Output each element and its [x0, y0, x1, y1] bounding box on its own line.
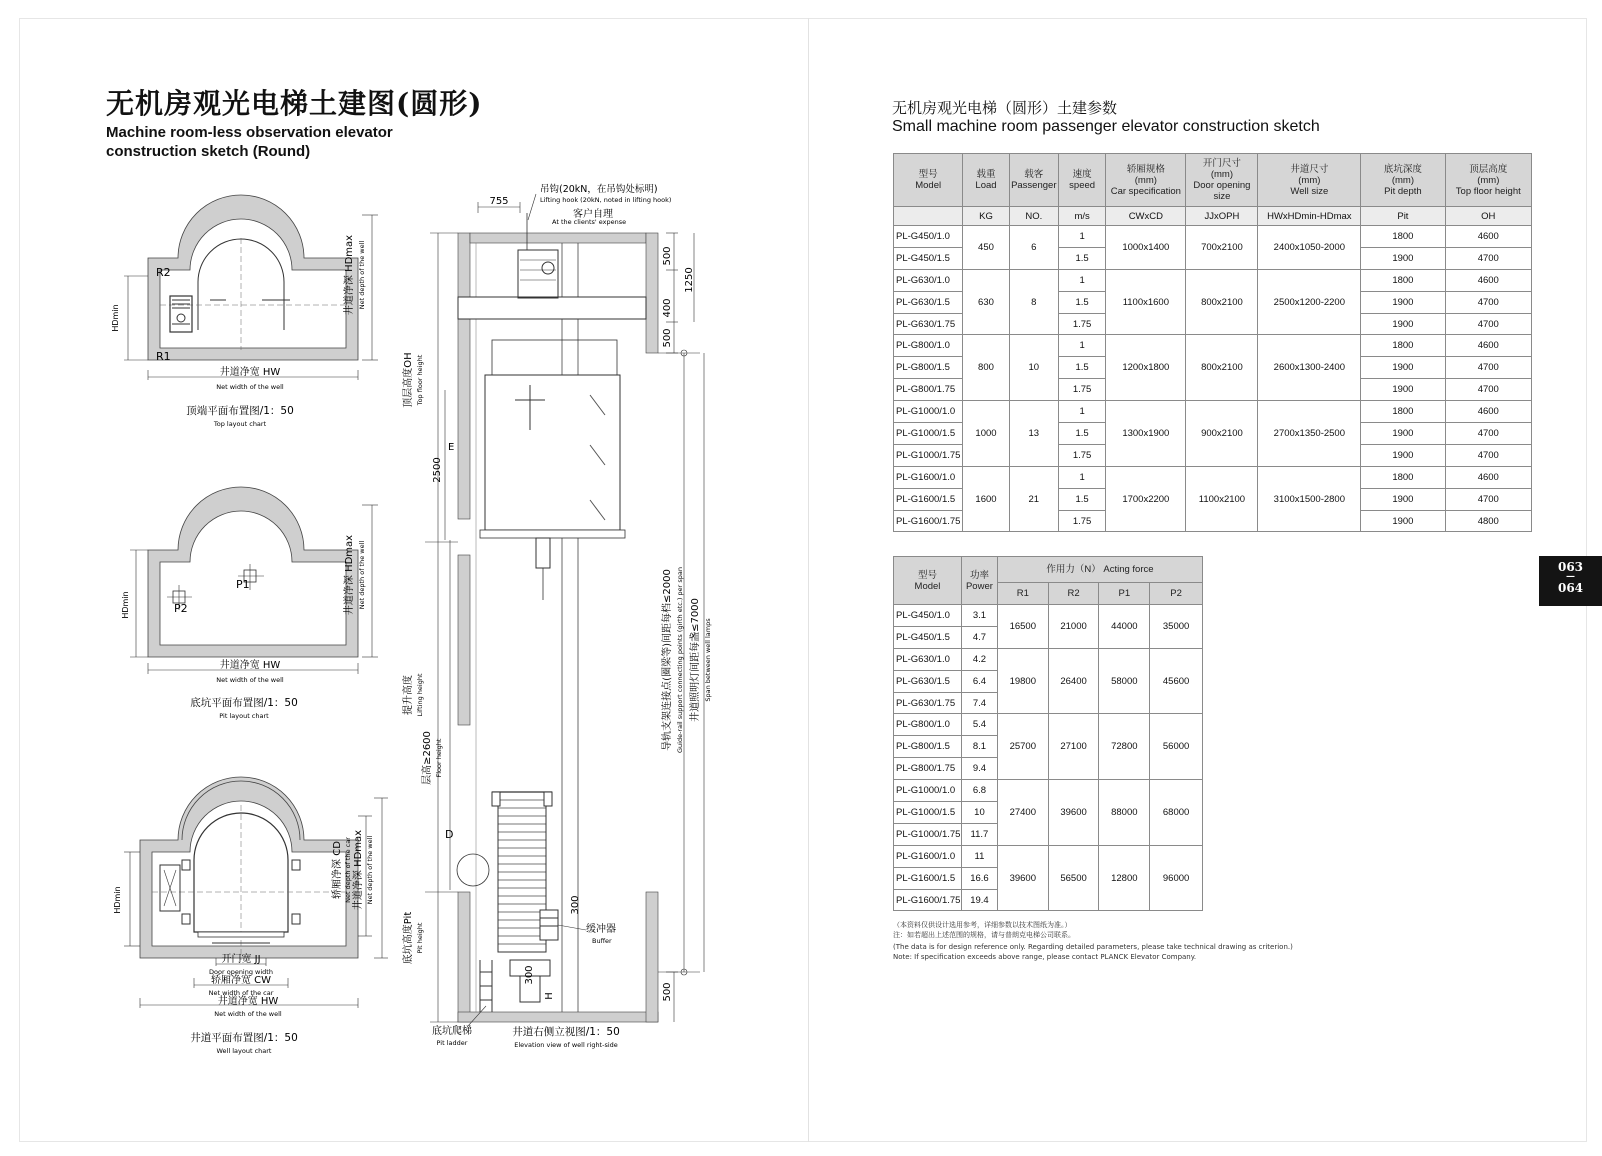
- spec-header-cn: 开门尺寸: [1202, 158, 1241, 169]
- spec-header-en: Load: [975, 180, 997, 191]
- label-hdmax-pit: 井道净深 HDmax: [344, 534, 355, 616]
- label-hw-well: 井道净宽 HW: [217, 996, 279, 1007]
- label-ladder: 底坑爬梯: [432, 1026, 472, 1037]
- top-floor-height-cell: 4600: [1445, 466, 1531, 488]
- well-size-cell: 2700x1350-2500: [1258, 401, 1361, 467]
- model-cell: PL-G1000/1.5: [894, 423, 963, 445]
- passenger-cell: 10: [1009, 335, 1058, 401]
- spec-header-unit: (mm): [1477, 174, 1500, 186]
- force-table-header: [894, 557, 1203, 605]
- caption-pit-layout: 底坑平面布置图/1：50: [190, 697, 298, 709]
- passenger-cell: 8: [1009, 269, 1058, 335]
- model-cell: PL-G1600/1.0: [894, 466, 963, 488]
- spec-table-header: [894, 154, 1532, 226]
- spec-unit-cell: HWxHDmin-HDmax: [1258, 207, 1361, 226]
- table-row: [894, 714, 1203, 736]
- load-cell: 630: [963, 269, 1009, 335]
- label-oh: 顶层高度OH: [403, 352, 414, 408]
- page-number-dash: —: [1566, 572, 1575, 582]
- door-size-cell: 1100x2100: [1186, 466, 1258, 532]
- force-header-r2: R2: [1048, 583, 1099, 605]
- spec-header-en: Car specification: [1110, 185, 1181, 197]
- label-hw-well-en: Net width of the well: [214, 1010, 282, 1018]
- top-floor-height-cell: 4600: [1445, 335, 1531, 357]
- power-cell: 8.1: [961, 736, 997, 758]
- table-row: [894, 648, 1203, 670]
- force-r1-cell: 16500: [997, 605, 1048, 649]
- model-cell: PL-G800/1.0: [894, 714, 962, 736]
- top-shaft-wall: [148, 195, 358, 360]
- force-header-acting-force: 作用力（N） Acting force: [997, 557, 1202, 583]
- power-cell: 9.4: [961, 758, 997, 780]
- model-cell: PL-G1000/1.75: [894, 823, 962, 845]
- dim-400: 400: [662, 298, 673, 318]
- speed-cell: 1.75: [1058, 510, 1105, 532]
- speed-cell: 1.75: [1058, 313, 1105, 335]
- label-lift: 提升高度: [403, 675, 414, 715]
- table-row: [894, 466, 1532, 488]
- car-size-cell: 1700x2200: [1106, 466, 1186, 532]
- model-cell: PL-G630/1.75: [894, 313, 963, 335]
- footnotes: [893, 921, 1293, 962]
- spec-header-unit: (mm): [1391, 174, 1414, 186]
- power-cell: 19.4: [961, 889, 997, 911]
- force-p1-cell: 12800: [1099, 845, 1150, 911]
- car-size-cell: 1200x1800: [1106, 335, 1186, 401]
- caption-elevation: 井道右侧立视图/1：50: [512, 1026, 620, 1038]
- label-jj: 开门宽 JJ: [221, 954, 261, 965]
- power-cell: 11: [961, 845, 997, 867]
- pit-depth-cell: 1900: [1361, 291, 1445, 313]
- power-cell: 5.4: [961, 714, 997, 736]
- model-cell: PL-G630/1.0: [894, 269, 963, 291]
- force-p2-cell: 56000: [1150, 714, 1203, 780]
- spec-unit-cell: NO.: [1009, 207, 1058, 226]
- label-hdmin-top: HDmin: [111, 304, 120, 332]
- label-r2: R2: [156, 266, 171, 279]
- table-row: [894, 401, 1532, 423]
- power-cell: 11.7: [961, 823, 997, 845]
- load-cell: 450: [963, 226, 1009, 270]
- force-header-r1: R1: [997, 583, 1048, 605]
- label-cd-en: Net depth of the car: [344, 837, 352, 903]
- force-header-model: 型号 Model: [894, 557, 962, 605]
- speed-cell: 1: [1058, 466, 1105, 488]
- spec-table-body: [894, 226, 1532, 532]
- label-hdmin-pit: HDmin: [121, 591, 130, 619]
- force-p1-cell: 58000: [1099, 648, 1150, 714]
- model-cell: PL-G1600/1.75: [894, 510, 963, 532]
- passenger-cell: 21: [1009, 466, 1058, 532]
- top-floor-height-cell: 4700: [1445, 357, 1531, 379]
- hook-label: 吊钩(20kN，在吊钩处标明): [540, 184, 658, 195]
- label-jj-en: Door opening width: [209, 968, 273, 976]
- spec-header-cn: 轿厢规格: [1126, 163, 1165, 175]
- caption-elevation-en: Elevation view of well right-side: [514, 1041, 618, 1049]
- spec-header-5: [1186, 154, 1258, 207]
- caption-well-layout: 井道平面布置图/1：50: [190, 1032, 298, 1044]
- spec-unit-cell: OH: [1445, 207, 1531, 226]
- spec-unit-cell: JJxOPH: [1186, 207, 1258, 226]
- label-hw-pit-en: Net width of the well: [216, 676, 284, 684]
- model-cell: PL-G800/1.0: [894, 335, 963, 357]
- label-pit: 底坑高度Pit: [403, 911, 414, 965]
- force-p1-cell: 72800: [1099, 714, 1150, 780]
- label-pit-en: Pit height: [416, 922, 424, 954]
- car-size-cell: 1300x1900: [1106, 401, 1186, 467]
- spec-header-cn: 井道尺寸: [1290, 163, 1329, 175]
- model-cell: PL-G450/1.0: [894, 605, 962, 627]
- table-row: [894, 226, 1532, 248]
- spec-header-unit: (mm): [1298, 174, 1321, 186]
- subtitle-line-2: construction sketch (Round): [106, 143, 311, 160]
- table-row: [894, 845, 1203, 867]
- label-hw-top-en: Net width of the well: [216, 383, 284, 391]
- spec-header-2: [1009, 154, 1058, 207]
- spec-header-en: Passenger: [1011, 180, 1057, 191]
- top-floor-height-cell: 4700: [1445, 379, 1531, 401]
- note-line: （本资料仅供设计选用参考，详细参数以技术图纸为准。）: [893, 921, 1072, 929]
- spec-unit-cell: m/s: [1058, 207, 1105, 226]
- speed-cell: 1: [1058, 335, 1105, 357]
- machine-platform: [458, 297, 646, 319]
- label-floor: 层高≥2600: [422, 731, 433, 785]
- top-floor-height-cell: 4700: [1445, 444, 1531, 466]
- spec-unit-cell: CWxCD: [1106, 207, 1186, 226]
- speed-cell: 1.5: [1058, 423, 1105, 445]
- label-buffer-en: Buffer: [592, 937, 612, 945]
- spec-header-cn: 载客: [1024, 169, 1044, 180]
- speed-cell: 1.5: [1058, 247, 1105, 269]
- label-p1: P1: [236, 578, 250, 591]
- pit-depth-cell: 1900: [1361, 444, 1445, 466]
- model-cell: PL-G450/1.5: [894, 626, 962, 648]
- model-cell: PL-G800/1.75: [894, 758, 962, 780]
- spec-header-3: [1058, 154, 1105, 207]
- label-lamp-en: Span between well lamps: [704, 618, 712, 702]
- force-r1-cell: 39600: [997, 845, 1048, 911]
- hook-label-en: Lifting hook (20kN, noted in lifting hook): [540, 196, 672, 204]
- client-label-en: At the clients' expense: [552, 218, 627, 226]
- dim-500-b: 500: [662, 328, 673, 348]
- label-cd: 轿厢净深 CD: [332, 841, 343, 899]
- force-r2-cell: 56500: [1048, 845, 1099, 911]
- label-lamp: 井道照明灯间距每盏≤7000: [690, 598, 701, 722]
- elevator-car: [485, 375, 620, 530]
- client-label: 客户自理: [573, 209, 613, 220]
- force-p2-cell: 68000: [1150, 780, 1203, 846]
- table-row: [894, 335, 1532, 357]
- power-cell: 6.8: [961, 780, 997, 802]
- left-page-subtitle: [106, 123, 393, 161]
- label-hw-pit: 井道净宽 HW: [219, 660, 281, 671]
- top-floor-height-cell: 4600: [1445, 401, 1531, 423]
- label-r1: R1: [156, 350, 171, 363]
- passenger-cell: 13: [1009, 401, 1058, 467]
- well-size-cell: 3100x1500-2800: [1258, 466, 1361, 532]
- label-ladder-en: Pit ladder: [436, 1039, 468, 1047]
- page-number-tab: [1539, 556, 1602, 606]
- speed-cell: 1.5: [1058, 488, 1105, 510]
- model-cell: PL-G630/1.75: [894, 692, 962, 714]
- label-d: D: [445, 828, 454, 841]
- force-r2-cell: 21000: [1048, 605, 1099, 649]
- label-floor-en: Floor height: [435, 738, 443, 778]
- model-cell: PL-G1000/1.5: [894, 802, 962, 824]
- model-cell: PL-G1000/1.75: [894, 444, 963, 466]
- label-cw: 轿厢净宽 CW: [210, 975, 272, 986]
- speed-cell: 1: [1058, 401, 1105, 423]
- power-cell: 6.4: [961, 670, 997, 692]
- top-floor-height-cell: 4700: [1445, 488, 1531, 510]
- top-floor-height-cell: 4700: [1445, 313, 1531, 335]
- model-cell: PL-G800/1.5: [894, 357, 963, 379]
- counterweight-frame: [498, 792, 546, 952]
- label-hdmax-pit-en: Net depth of the well: [358, 540, 366, 610]
- pit-depth-cell: 1800: [1361, 226, 1445, 248]
- spec-header-4: [1106, 154, 1186, 207]
- label-oh-en: Top floor height: [416, 354, 424, 406]
- label-hw-top: 井道净宽 HW: [219, 367, 281, 378]
- construction-parameters-table: [893, 153, 1532, 532]
- load-cell: 1600: [963, 466, 1009, 532]
- power-cell: 3.1: [961, 605, 997, 627]
- model-cell: PL-G630/1.5: [894, 291, 963, 313]
- spec-header-6: [1258, 154, 1361, 207]
- label-guide: 导轨支架连接点(圈梁等)间距每档≤2000: [662, 569, 673, 751]
- page-number-bottom: 064: [1557, 581, 1584, 595]
- model-cell: PL-G1600/1.75: [894, 889, 962, 911]
- door-size-cell: 800x2100: [1186, 335, 1258, 401]
- force-table-body: [894, 605, 1203, 911]
- force-p2-cell: 96000: [1150, 845, 1203, 911]
- pit-shaft-wall: [148, 487, 358, 657]
- spec-header-0: [894, 154, 963, 207]
- pit-depth-cell: 1900: [1361, 313, 1445, 335]
- force-r1-cell: 19800: [997, 648, 1048, 714]
- force-r1-cell: 27400: [997, 780, 1048, 846]
- power-cell: 10: [961, 802, 997, 824]
- power-cell: 7.4: [961, 692, 997, 714]
- buffer-block: [540, 910, 558, 940]
- speed-cell: 1.75: [1058, 444, 1105, 466]
- pit-depth-cell: 1900: [1361, 247, 1445, 269]
- model-cell: PL-G1000/1.0: [894, 780, 962, 802]
- label-cw-en: Net width of the car: [208, 989, 274, 997]
- speed-cell: 1: [1058, 226, 1105, 248]
- pit-depth-cell: 1800: [1361, 401, 1445, 423]
- caption-top-layout: 顶端平面布置图/1：50: [186, 405, 294, 417]
- pit-depth-cell: 1900: [1361, 379, 1445, 401]
- label-hdmax-well-en: Net depth of the well: [366, 835, 374, 905]
- force-p1-cell: 88000: [1099, 780, 1150, 846]
- dim-500-a: 500: [662, 246, 673, 266]
- dim-1250: 1250: [684, 267, 695, 293]
- spec-header-8: [1445, 154, 1531, 207]
- top-floor-height-cell: 4700: [1445, 247, 1531, 269]
- top-floor-height-cell: 4700: [1445, 291, 1531, 313]
- top-floor-height-cell: 4600: [1445, 226, 1531, 248]
- caption-well-layout-en: Well layout chart: [216, 1047, 272, 1055]
- right-page-title-cn: 无机房观光电梯（圆形）土建参数: [892, 99, 1118, 117]
- spec-header-cn: 底坑深度: [1383, 163, 1422, 175]
- construction-drawing: [100, 180, 740, 1080]
- spec-unit-cell: Pit: [1361, 207, 1445, 226]
- top-floor-height-cell: 4600: [1445, 269, 1531, 291]
- spec-header-en: speed: [1069, 180, 1096, 191]
- load-cell: 1000: [963, 401, 1009, 467]
- model-cell: PL-G630/1.5: [894, 670, 962, 692]
- model-cell: PL-G630/1.0: [894, 648, 962, 670]
- spec-unit-cell: [894, 207, 963, 226]
- door-size-cell: 800x2100: [1186, 269, 1258, 335]
- model-cell: PL-G1000/1.0: [894, 401, 963, 423]
- spec-header-unit: (mm): [1134, 174, 1157, 186]
- note-line: (The data is for design reference only. Regarding detailed parameters, please take technical drawing as criterion.): [893, 943, 1293, 951]
- speed-cell: 1.5: [1058, 357, 1105, 379]
- spec-header-en: Top floor height: [1455, 185, 1521, 197]
- label-guide-en: Guide-rail support connecting points (girth etc.) per span: [676, 567, 684, 753]
- force-r1-cell: 25700: [997, 714, 1048, 780]
- well-layout-chart: [113, 777, 388, 1055]
- pit-depth-cell: 1900: [1361, 423, 1445, 445]
- force-header-p1: P1: [1099, 583, 1150, 605]
- force-p1-cell: 44000: [1099, 605, 1150, 649]
- force-r2-cell: 39600: [1048, 780, 1099, 846]
- spec-header-1: [963, 154, 1009, 207]
- pit-layout-chart: [121, 487, 378, 720]
- top-layout-chart: [111, 195, 378, 428]
- dim-300-b: 300: [524, 965, 535, 985]
- door-size-cell: 700x2100: [1186, 226, 1258, 270]
- pit-depth-cell: 1800: [1361, 335, 1445, 357]
- pit-depth-cell: 1900: [1361, 357, 1445, 379]
- spec-header-en: Pit depth: [1384, 185, 1422, 197]
- acting-force-table: [893, 556, 1203, 911]
- car-size-cell: 1100x1600: [1106, 269, 1186, 335]
- load-cell: 800: [963, 335, 1009, 401]
- model-cell: PL-G1600/1.5: [894, 867, 962, 889]
- model-cell: PL-G800/1.5: [894, 736, 962, 758]
- well-size-cell: 2500x1200-2200: [1258, 269, 1361, 335]
- label-hdmax-top: 井道净深 HDmax: [344, 234, 355, 316]
- table-row: [894, 780, 1203, 802]
- well-size-cell: 2600x1300-2400: [1258, 335, 1361, 401]
- dim-755: 755: [489, 196, 509, 207]
- table-row: [894, 605, 1203, 627]
- spec-header-en: Door opening size: [1193, 180, 1251, 202]
- subtitle-line-1: Machine room-less observation elevator: [106, 124, 393, 141]
- left-page-title: 无机房观光电梯土建图(圆形): [106, 87, 483, 120]
- spec-header-cn: 载重: [976, 169, 996, 180]
- right-page-title-en: Small machine room passenger elevator construction sketch: [892, 118, 1320, 135]
- label-buffer: 缓冲器: [586, 924, 616, 935]
- model-cell: PL-G1600/1.5: [894, 488, 963, 510]
- spec-header-unit: (mm): [1210, 169, 1234, 180]
- elevation-view: [401, 183, 712, 1049]
- force-r2-cell: 26400: [1048, 648, 1099, 714]
- door-size-cell: 900x2100: [1186, 401, 1258, 467]
- force-p2-cell: 45600: [1150, 648, 1203, 714]
- label-hdmax-top-en: Net depth of the well: [358, 240, 366, 310]
- passenger-cell: 6: [1009, 226, 1058, 270]
- caption-pit-layout-en: Pit layout chart: [219, 712, 269, 720]
- model-cell: PL-G1600/1.0: [894, 845, 962, 867]
- pit-depth-cell: 1800: [1361, 269, 1445, 291]
- power-cell: 4.2: [961, 648, 997, 670]
- spec-header-en: Model: [915, 180, 942, 191]
- model-cell: PL-G450/1.0: [894, 226, 963, 248]
- car-size-cell: 1000x1400: [1106, 226, 1186, 270]
- pit-depth-cell: 1800: [1361, 466, 1445, 488]
- page-fold: [808, 18, 809, 1142]
- spec-header-7: [1361, 154, 1445, 207]
- dim-2500: 2500: [432, 457, 443, 483]
- label-p2: P2: [174, 602, 188, 615]
- note-line: 注：如若超出上述范围的规格，请与普朗克电梯公司联系。: [893, 930, 1075, 939]
- caption-top-layout-en: Top layout chart: [213, 420, 267, 428]
- label-hdmax-well: 井道净深 HDmax: [353, 829, 364, 911]
- pit-depth-cell: 1900: [1361, 510, 1445, 532]
- note-line: Note: If specification exceeds above range, please contact PLANCK Elevator Company.: [893, 952, 1197, 961]
- spec-header-cn: 型号: [918, 169, 938, 180]
- speed-cell: 1.5: [1058, 291, 1105, 313]
- spec-unit-cell: KG: [963, 207, 1009, 226]
- well-size-cell: 2400x1050-2000: [1258, 226, 1361, 270]
- label-h: H: [544, 992, 555, 1000]
- label-e: E: [448, 442, 455, 453]
- speed-cell: 1: [1058, 269, 1105, 291]
- top-floor-height-cell: 4800: [1445, 510, 1531, 532]
- top-floor-height-cell: 4700: [1445, 423, 1531, 445]
- force-header-power: 功率 Power: [961, 557, 997, 605]
- power-cell: 4.7: [961, 626, 997, 648]
- pit-depth-cell: 1900: [1361, 488, 1445, 510]
- force-p2-cell: 35000: [1150, 605, 1203, 649]
- force-r2-cell: 27100: [1048, 714, 1099, 780]
- dim-500-c: 500: [662, 982, 673, 1002]
- page-number-top: 063: [1557, 560, 1584, 574]
- spec-header-cn: 顶层高度: [1469, 163, 1508, 175]
- model-cell: PL-G800/1.75: [894, 379, 963, 401]
- force-header-p2: P2: [1150, 583, 1203, 605]
- table-row: [894, 269, 1532, 291]
- model-cell: PL-G450/1.5: [894, 247, 963, 269]
- speed-cell: 1.75: [1058, 379, 1105, 401]
- power-cell: 16.6: [961, 867, 997, 889]
- well-shaft-wall: [140, 777, 358, 958]
- label-lift-en: Lifting height: [416, 673, 424, 717]
- spec-header-cn: 速度: [1072, 169, 1092, 180]
- dim-300-a: 300: [570, 895, 581, 915]
- label-hdmin-well: HDmin: [113, 886, 122, 914]
- spec-header-en: Well size: [1290, 185, 1329, 197]
